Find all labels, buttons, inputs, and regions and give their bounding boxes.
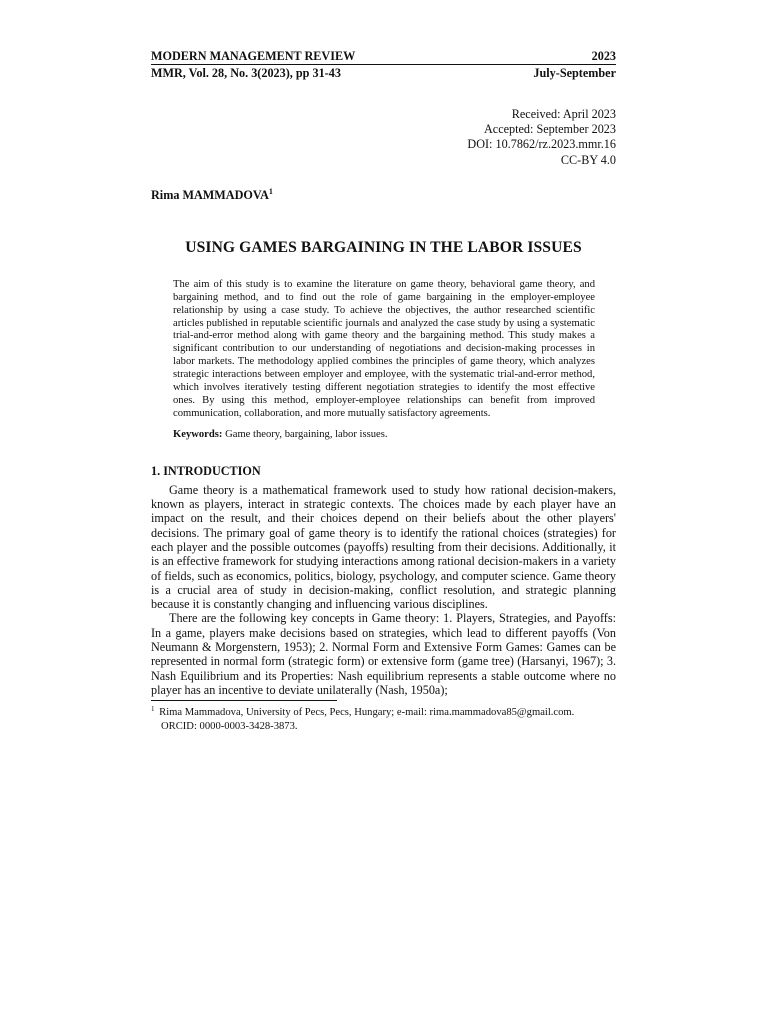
author-footnote-mark: 1 (268, 186, 273, 196)
journal-year: 2023 (591, 49, 616, 63)
keywords-label: Keywords: (173, 428, 223, 440)
license: CC-BY 4.0 (560, 152, 616, 167)
footnote-mark: 1 (151, 704, 155, 713)
issue-header (151, 66, 616, 80)
paper-page (151, 49, 616, 733)
footnote (151, 706, 616, 733)
paper-title: USING GAMES BARGAINING IN THE LABOR ISSUES (185, 238, 582, 256)
volume-info: MMR, Vol. 28, No. 3(2023), pp 31-43 (151, 66, 341, 80)
received-date: Received: April 2023 (511, 107, 616, 121)
section-heading: 1. INTRODUCTION (151, 463, 261, 478)
author-name: Rima MAMMADOVA (151, 187, 269, 202)
article-meta (151, 107, 616, 168)
journal-header (151, 49, 616, 63)
footnote-rule (151, 700, 337, 701)
footnote-affiliation: Rima Mammadova, University of Pecs, Pecs, Hungary; e-mail: rima.mammadova85@gmail.com. (159, 707, 575, 719)
footnote-orcid: ORCID: 0000-0003-3428-3873. (161, 720, 298, 732)
body-paragraph: There are the following key concepts in Game theory: 1. Players, Strategies, and Payoffs: In a game, players make decisions based on strategies, which lead to different payoffs (Von Neumann & Morgenstern, 1953); 2. Normal Form and Extensive Form Games: Games can be represented in normal form (strategic form) or extensive form (game tree) (Harsanyi, 1967); 3. Nash Equilibrium and its Properties: Nash equilibrium represents a stable outcome where no player has an incentive to deviate unilaterally (Nash, 1950a); (151, 611, 616, 697)
issue-period: July-September (533, 66, 616, 80)
header-rule (151, 64, 616, 65)
keywords (173, 428, 595, 441)
doi: DOI: 10.7862/rz.2023.mmr.16 (467, 137, 616, 152)
author-line (151, 188, 616, 202)
keywords-text: Game theory, bargaining, labor issues. (222, 428, 388, 440)
body-paragraph: Game theory is a mathematical framework used to study how rational decision-makers, known as players, interact in strategic contexts. The choices made by each player have an impact on the result, and their choices depend on their beliefs about the other players' decisions. The primary goal of game theory is to identify the rational choices (strategies) for each player and the possible outcomes (payoffs) resulting from their decisions. Additionally, it is an effective framework for studying interactions among rational decision-makers in a variety of fields, such as economics, politics, biology, psychology, and computer science. Game theory is a crucial area of study in decision-making, conflict resolution, and strategic planning because it is constantly changing and influencing various disciplines. (151, 482, 616, 612)
journal-name: MODERN MANAGEMENT REVIEW (151, 49, 356, 63)
accepted-date: Accepted: September 2023 (484, 122, 616, 137)
abstract: The aim of this study is to examine the literature on game theory, behavioral game theory, and bargaining method, and to find out the role of game bargaining in the employer-employee relationship by using a case study. To achieve the objectives, the author researched scientific articles published in reputable scientific journals and analyzed the case study by using a systematic trial-and-error method along with game theory and the bargaining method. This study makes a significant contribution to our understanding of negotiations and decision-making processes in labor markets. The methodology applied combines the principles of game theory, which analyzes strategic interactions between employer and employee, with the systematic trial-and-error method, which involves iteratively testing different negotiation strategies to identify the most effective ones. By using this method, employer-employee relationships can benefit from improved communication, collaboration, and more mutually satisfactory agreements. (173, 278, 595, 419)
